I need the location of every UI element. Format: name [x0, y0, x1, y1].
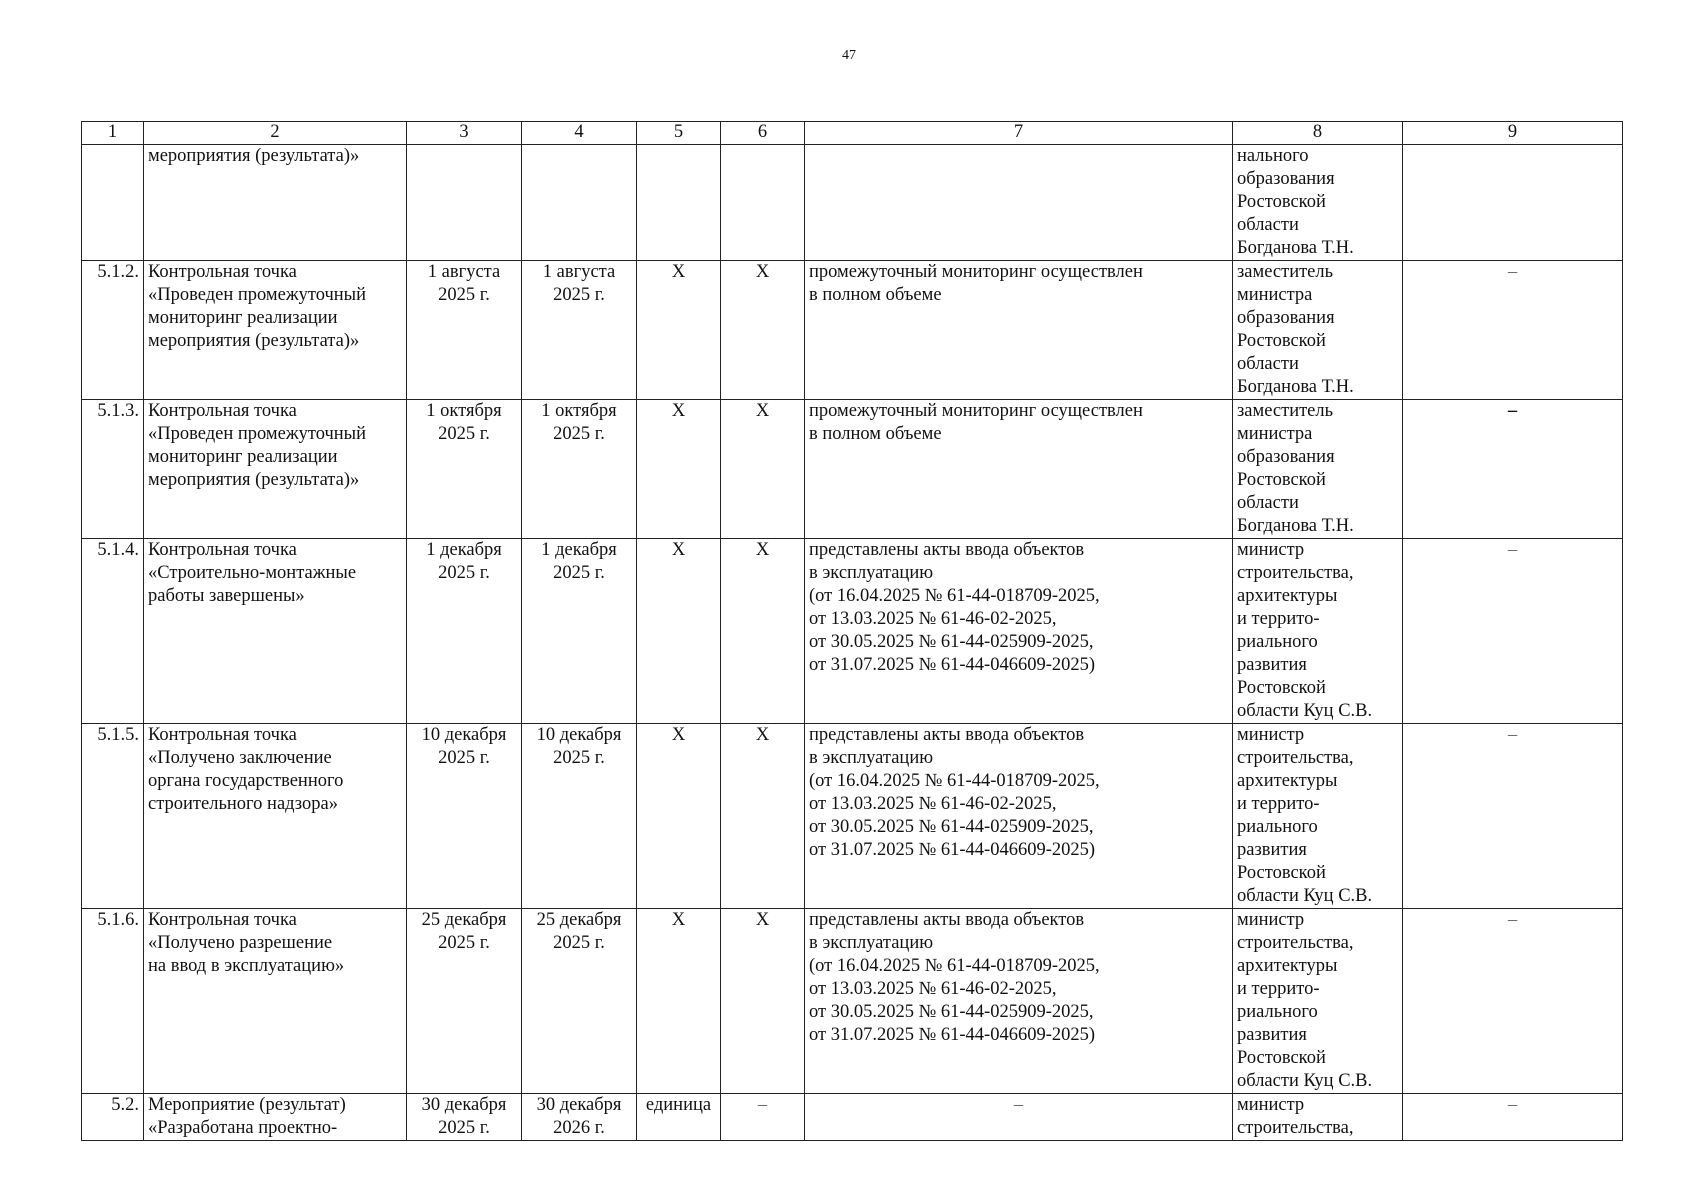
start-date-line: 1 декабря: [426, 540, 502, 560]
note-cell: –: [1403, 400, 1623, 539]
event-name-line: мероприятия (результата)»: [148, 470, 360, 490]
start-date-line: 2025 г.: [438, 748, 490, 768]
end-date-cell: [522, 1094, 637, 1141]
event-name-line: мониторинг реализации: [148, 447, 338, 467]
event-name-line: «Разработана проектно-: [148, 1118, 338, 1138]
end-date-line: 30 декабря: [536, 1095, 622, 1115]
responsible-line: архитектуры: [1237, 956, 1338, 976]
responsible-line: Ростовской: [1237, 192, 1326, 212]
note-cell: [1403, 145, 1623, 261]
row-number-cell: 5.1.3.: [82, 400, 144, 539]
row-number-cell: 5.1.2.: [82, 261, 144, 400]
event-name-cell: [144, 909, 407, 1094]
result-cell: [805, 909, 1233, 1094]
responsible-line: строительства,: [1237, 933, 1354, 953]
value-cell: Х: [721, 724, 805, 909]
result-line: от 31.07.2025 № 61-44-046609-2025): [809, 655, 1096, 675]
column-number: 3: [407, 122, 522, 145]
result-cell: [805, 539, 1233, 724]
unit-cell: Х: [637, 261, 721, 400]
unit-cell: единица: [637, 1094, 721, 1141]
unit-cell: Х: [637, 539, 721, 724]
event-name-cell: [144, 261, 407, 400]
responsible-line: развития: [1237, 1025, 1307, 1045]
start-date-cell: [407, 539, 522, 724]
result-line: в полном объеме: [809, 424, 942, 444]
table-body: [82, 122, 1623, 1141]
result-cell: [805, 261, 1233, 400]
row-number-cell: 5.1.4.: [82, 539, 144, 724]
column-number: 4: [522, 122, 637, 145]
responsible-line: министра: [1237, 424, 1313, 444]
event-name-line: мониторинг реализации: [148, 308, 338, 328]
result-cell: [805, 724, 1233, 909]
row-number-cell: 5.1.5.: [82, 724, 144, 909]
value-cell: Х: [721, 261, 805, 400]
result-line: представлены акты ввода объектов: [809, 540, 1085, 560]
note-cell: –: [1403, 1094, 1623, 1141]
page-number: 47: [842, 48, 856, 63]
event-name-line: Контрольная точка: [148, 262, 297, 282]
responsible-line: области Куц С.В.: [1237, 701, 1373, 721]
result-line: от 13.03.2025 № 61-46-02-2025,: [809, 609, 1057, 629]
responsible-line: министр: [1237, 725, 1305, 745]
responsible-line: и террито-: [1237, 609, 1320, 629]
responsible-line: Богданова Т.Н.: [1237, 238, 1354, 258]
responsible-line: заместитель: [1237, 262, 1334, 282]
event-name-line: «Проведен промежуточный: [148, 285, 366, 305]
event-name-line: работы завершены»: [148, 586, 305, 606]
start-date-cell: [407, 145, 522, 261]
end-date-cell: [522, 145, 637, 261]
responsible-cell: [1233, 724, 1403, 909]
responsible-line: нального: [1237, 146, 1309, 166]
responsible-line: Ростовской: [1237, 470, 1326, 490]
note-cell: –: [1403, 539, 1623, 724]
responsible-line: Богданова Т.Н.: [1237, 516, 1354, 536]
result-cell: [805, 145, 1233, 261]
start-date-line: 2025 г.: [438, 424, 490, 444]
end-date-cell: [522, 261, 637, 400]
responsible-line: министр: [1237, 540, 1305, 560]
row-number-cell: 5.2.: [82, 1094, 144, 1141]
responsible-line: Богданова Т.Н.: [1237, 377, 1354, 397]
responsible-line: Ростовской: [1237, 863, 1326, 883]
responsible-line: строительства,: [1237, 563, 1354, 583]
responsible-line: образования: [1237, 169, 1335, 189]
end-date-line: 2025 г.: [553, 563, 605, 583]
control-points-table: [81, 121, 1623, 1141]
responsible-line: риального: [1237, 632, 1318, 652]
column-number: 2: [144, 122, 407, 145]
start-date-line: 25 декабря: [421, 910, 507, 930]
responsible-cell: [1233, 145, 1403, 261]
result-line: в эксплуатацию: [809, 563, 934, 583]
end-date-cell: [522, 724, 637, 909]
end-date-line: 2025 г.: [553, 933, 605, 953]
result-cell: [805, 1094, 1233, 1141]
column-number: 5: [637, 122, 721, 145]
responsible-line: развития: [1237, 840, 1307, 860]
event-name-cell: [144, 1094, 407, 1141]
end-date-line: 10 декабря: [536, 725, 622, 745]
responsible-line: области Куц С.В.: [1237, 886, 1373, 906]
start-date-cell: [407, 400, 522, 539]
result-line: (от 16.04.2025 № 61-44-018709-2025,: [809, 771, 1100, 791]
row-number-cell: 5.1.6.: [82, 909, 144, 1094]
event-name-line: на ввод в эксплуатацию»: [148, 956, 345, 976]
event-name-line: «Проведен промежуточный: [148, 424, 366, 444]
unit-cell: [637, 145, 721, 261]
note-cell: –: [1403, 724, 1623, 909]
responsible-line: риального: [1237, 817, 1318, 837]
start-date-cell: [407, 1094, 522, 1141]
row-number-cell: [82, 145, 144, 261]
start-date-line: 1 октября: [426, 401, 502, 421]
event-name-line: Контрольная точка: [148, 910, 297, 930]
responsible-cell: [1233, 909, 1403, 1094]
result-line: от 30.05.2025 № 61-44-025909-2025,: [809, 817, 1094, 837]
end-date-cell: [522, 909, 637, 1094]
start-date-cell: [407, 261, 522, 400]
result-line: (от 16.04.2025 № 61-44-018709-2025,: [809, 956, 1100, 976]
result-line: представлены акты ввода объектов: [809, 910, 1085, 930]
responsible-line: министр: [1237, 1095, 1305, 1115]
responsible-line: развития: [1237, 655, 1307, 675]
result-line: в эксплуатацию: [809, 748, 934, 768]
responsible-line: архитектуры: [1237, 586, 1338, 606]
end-date-cell: [522, 539, 637, 724]
result-line: от 30.05.2025 № 61-44-025909-2025,: [809, 1002, 1094, 1022]
responsible-cell: [1233, 261, 1403, 400]
event-name-line: «Получено заключение: [148, 748, 332, 768]
start-date-line: 1 августа: [427, 262, 501, 282]
value-cell: –: [721, 1094, 805, 1141]
event-name-line: строительного надзора»: [148, 794, 338, 814]
responsible-line: строительства,: [1237, 1118, 1354, 1138]
table-row: [82, 400, 1623, 539]
start-date-line: 2025 г.: [438, 1118, 490, 1138]
start-date-line: 10 декабря: [421, 725, 507, 745]
event-name-cell: [144, 724, 407, 909]
value-cell: Х: [721, 539, 805, 724]
responsible-line: министра: [1237, 285, 1313, 305]
end-date-line: 2026 г.: [553, 1118, 605, 1138]
result-line: в эксплуатацию: [809, 933, 934, 953]
result-cell: [805, 400, 1233, 539]
table-row: [82, 909, 1623, 1094]
end-date-line: 2025 г.: [553, 748, 605, 768]
value-cell: Х: [721, 909, 805, 1094]
table-row: [82, 539, 1623, 724]
responsible-line: области: [1237, 493, 1299, 513]
event-name-line: «Получено разрешение: [148, 933, 333, 953]
responsible-cell: [1233, 400, 1403, 539]
end-date-line: 1 декабря: [541, 540, 617, 560]
column-number-row: [82, 122, 1623, 145]
event-name-line: мероприятия (результата)»: [148, 146, 360, 166]
event-name-line: органа государственного: [148, 771, 344, 791]
column-number: 8: [1233, 122, 1403, 145]
event-name-cell: [144, 400, 407, 539]
unit-cell: Х: [637, 724, 721, 909]
start-date-cell: [407, 724, 522, 909]
responsible-line: и террито-: [1237, 794, 1320, 814]
value-cell: Х: [721, 400, 805, 539]
responsible-line: области: [1237, 354, 1299, 374]
result-line: от 13.03.2025 № 61-46-02-2025,: [809, 794, 1057, 814]
start-date-cell: [407, 909, 522, 1094]
start-date-line: 2025 г.: [438, 285, 490, 305]
responsible-line: Ростовской: [1237, 331, 1326, 351]
result-line: от 31.07.2025 № 61-44-046609-2025): [809, 840, 1096, 860]
event-name-cell: [144, 145, 407, 261]
end-date-line: 2025 г.: [553, 424, 605, 444]
column-number: 1: [82, 122, 144, 145]
end-date-line: 2025 г.: [553, 285, 605, 305]
responsible-line: области Куц С.В.: [1237, 1071, 1373, 1091]
result-line: промежуточный мониторинг осуществлен: [809, 401, 1143, 421]
responsible-line: строительства,: [1237, 748, 1354, 768]
event-name-line: «Строительно-монтажные: [148, 563, 357, 583]
event-name-line: Контрольная точка: [148, 401, 297, 421]
column-number: 6: [721, 122, 805, 145]
responsible-line: заместитель: [1237, 401, 1334, 421]
event-name-line: мероприятия (результата)»: [148, 331, 360, 351]
note-cell: –: [1403, 909, 1623, 1094]
result-line: представлены акты ввода объектов: [809, 725, 1085, 745]
event-name-line: Контрольная точка: [148, 725, 297, 745]
responsible-line: министр: [1237, 910, 1305, 930]
result-line: от 30.05.2025 № 61-44-025909-2025,: [809, 632, 1094, 652]
end-date-line: 1 октября: [541, 401, 617, 421]
unit-cell: Х: [637, 400, 721, 539]
end-date-cell: [522, 400, 637, 539]
responsible-line: образования: [1237, 308, 1335, 328]
table-row: [82, 724, 1623, 909]
end-date-line: 1 августа: [542, 262, 616, 282]
event-name-line: Контрольная точка: [148, 540, 297, 560]
note-cell: –: [1403, 261, 1623, 400]
start-date-line: 30 декабря: [421, 1095, 507, 1115]
responsible-line: Ростовской: [1237, 678, 1326, 698]
responsible-cell: [1233, 539, 1403, 724]
start-date-line: 2025 г.: [438, 563, 490, 583]
result-line: промежуточный мониторинг осуществлен: [809, 262, 1143, 282]
responsible-line: образования: [1237, 447, 1335, 467]
responsible-cell: [1233, 1094, 1403, 1141]
table-row: [82, 1094, 1623, 1141]
responsible-line: области: [1237, 215, 1299, 235]
responsible-line: и террито-: [1237, 979, 1320, 999]
event-name-cell: [144, 539, 407, 724]
table-row: [82, 261, 1623, 400]
column-number: 9: [1403, 122, 1623, 145]
result-line: –: [1013, 1095, 1024, 1115]
responsible-line: риального: [1237, 1002, 1318, 1022]
value-cell: [721, 145, 805, 261]
result-line: от 31.07.2025 № 61-44-046609-2025): [809, 1025, 1096, 1045]
result-line: в полном объеме: [809, 285, 942, 305]
start-date-line: 2025 г.: [438, 933, 490, 953]
table-row: [82, 145, 1623, 261]
result-line: (от 16.04.2025 № 61-44-018709-2025,: [809, 586, 1100, 606]
unit-cell: Х: [637, 909, 721, 1094]
event-name-line: Мероприятие (результат): [148, 1095, 346, 1115]
responsible-line: архитектуры: [1237, 771, 1338, 791]
result-line: от 13.03.2025 № 61-46-02-2025,: [809, 979, 1057, 999]
responsible-line: Ростовской: [1237, 1048, 1326, 1068]
column-number: 7: [805, 122, 1233, 145]
end-date-line: 25 декабря: [536, 910, 622, 930]
